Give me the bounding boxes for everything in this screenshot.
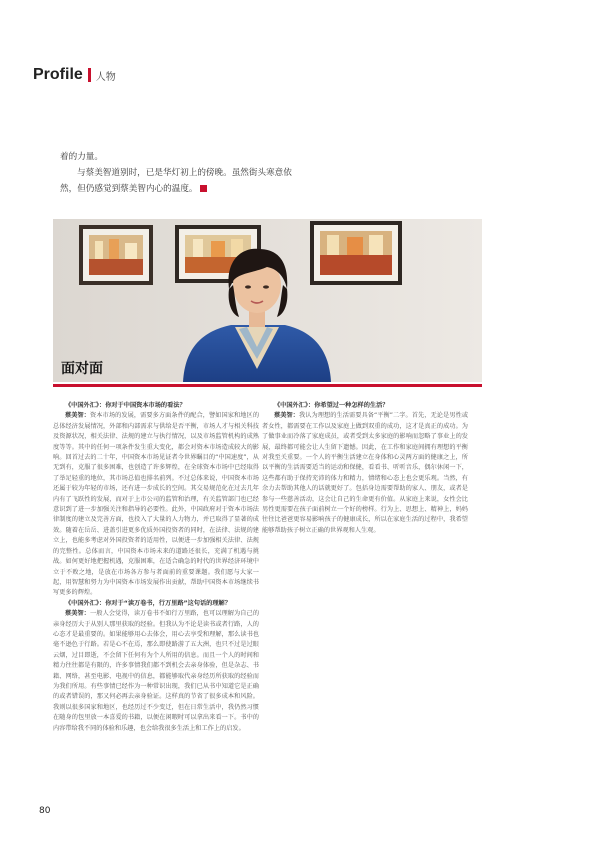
- red-divider: [53, 384, 482, 387]
- left-painting: [79, 225, 153, 285]
- answer-3-text: 我认为理想的生活需要具备“平衡”二字。首先，无论是男性或者女性，都需要在工作以及家庭上做到双重的成功，这才是真正的成功。为了做事业而冷落了家庭成员，或者受到太多家庭的影响而忽略了事业上的发展，最终都可能会让人生留下遗憾。因此，在工作和家庭间拥有理想的平衡对我至关重要。一个人的平衡生活建立在身体和心灵两方面的健康之上，所以平衡的生活需要适当的运动和保健，看看书、听听音乐，偶尔休闲一下，这些都有助于保持充沛的体力和精力，情绪和心态上也会更乐观。当然，有余力去帮助其他人的话就更好了。包括身边需要帮助的家人、朋友，或者是参与一些慈善活动，这会让自己的生命更有价值。从家庭上来说，女性会比男性更需要在孩子面前树立一个好的榜样。行为上、思想上、精神上，妈妈往往比爸爸更容易影响孩子的健康成长，所以在家庭生活的过程中，我希望能够帮助孩子树立正确的世界观和人生观。: [262, 412, 469, 534]
- interview-column-right: [262, 401, 468, 536]
- portrait-photo: [53, 219, 482, 382]
- answer-speaker: 蔡美智：: [65, 412, 91, 420]
- right-painting: [310, 221, 402, 285]
- answer-2: [53, 609, 259, 734]
- page-number: 80: [39, 806, 51, 816]
- question-2: 《中国外汇》：你对于“读万卷书，行万里路”这句话的理解？: [65, 599, 231, 607]
- answer-3: [262, 411, 468, 536]
- section-category: 人物: [95, 71, 116, 83]
- article-ending: [60, 149, 300, 197]
- question-3: 《中国外汇》：你希望过一种怎样的生活？: [274, 402, 389, 409]
- title-divider: [88, 68, 91, 82]
- answer-1: [53, 411, 259, 598]
- answer-speaker: 蔡美智：: [65, 610, 91, 618]
- section-header: [33, 66, 116, 84]
- answer-1-text: 资本市场的发展，需要多方面条件的配合，譬如国家和地区的总体经济发展情况，外部和内部需求与供给是否平衡，市场人才与相关科技及资源状况，相关法律、法规的建立与执行情况，以及市场监管机构的成熟度等等。其中的任何一项条件发生重大变化，都会对资本市场造成较大的影响。回首过去的二十年，中国资本市场见证者今世界瞩目的“中国速度”，从无到有，克服了很多困难，也创造了许多辉煌，在全球资本市场中已经取得了举足轻重的地位，其市场总值也排名前列。不过总体来说，中国资本市场还属于较为年轻的市场，还有进一步成长的空间。其交易规范化在过去几年内有了飞跃性的发展，而对于上市公司的监管和治理，有关监管部门也已经意识到了进一步加强关注和指导的必要性。此外，中国政府对于资本市场法律制度的建立及完善方面，也投入了大量的人力物力，并已取得了显著的成效。随着在岳岳、进盖引进更多优质外国投资者的同时，在法律、法规的建立上，也能多考虑对外国投资者的适用性，以便进一步加强相关法律、法规的完整性。总体而言，中国资本市场未来的道路还很长，充满了机遇与挑战。如何更好地把握机遇，克服困难，在适合确急的时代的世界经济环境中立于不败之地，是放在市场各方参与者面前的重要课题。我们愿与大家一起，用智慧和努力为中国资本市场发展作出贡献，帮助中国资本市场继续书写更多的辉煌。: [53, 412, 260, 597]
- answer-2-text: 一般人会觉得，读万卷书不如行万里路，也可以理解为自己的亲身经历大于从别人那里获取的经验。但我认为不论是读书或者行路，人的心态才是最重要的。如果能够用心去体会，用心去享受和理解，那么读书也毫不逊色于行路。若是心不在焉，那么即使路游了五大洲，也只不过是过眼云烟，过目即逝，不会留下任何有为个人所用的信息。而且一个人的时间和精力往往都是有限的，许多事情我们都不到机会去亲身体验，但是杂志、书籍、网络，甚至电影、电视中的信息，都能够取代亲身经历所获取的经验而为我们所用。有些事情已经作为一种常识出现，我们已从书中知道它是正确的或者错误的，那又何必再去亲身验证。这样真的节省了很多成本和风险。我则以很多国家和地区，也经历过不少变迁，但在日常生活中，我仍然习惯在随身的包里放一本喜爱的书籍，以便在闲暇时可以拿出来看一下。书中的内容带给我不同的体验和乐趣，也会给我很多生活上和工作上的启发。: [53, 610, 260, 732]
- answer-speaker: 蔡美智：: [274, 412, 300, 420]
- photo-caption: 面对面: [61, 361, 103, 377]
- intro-paragraph: [60, 165, 300, 197]
- question-1: 《中国外汇》：你对于中国资本市场的看法？: [65, 402, 186, 409]
- intro-paragraph-text: 与蔡美智道别时，已是华灯初上的傍晚。虽然街头寒意依然，但仍感觉到蔡美智内心的温度。: [60, 168, 292, 194]
- end-square-icon: [200, 185, 207, 192]
- photo-illustration: [53, 219, 482, 382]
- interview-column-left: [53, 401, 259, 734]
- section-title: Profile: [33, 66, 83, 83]
- intro-line: 着的力量。: [60, 152, 103, 162]
